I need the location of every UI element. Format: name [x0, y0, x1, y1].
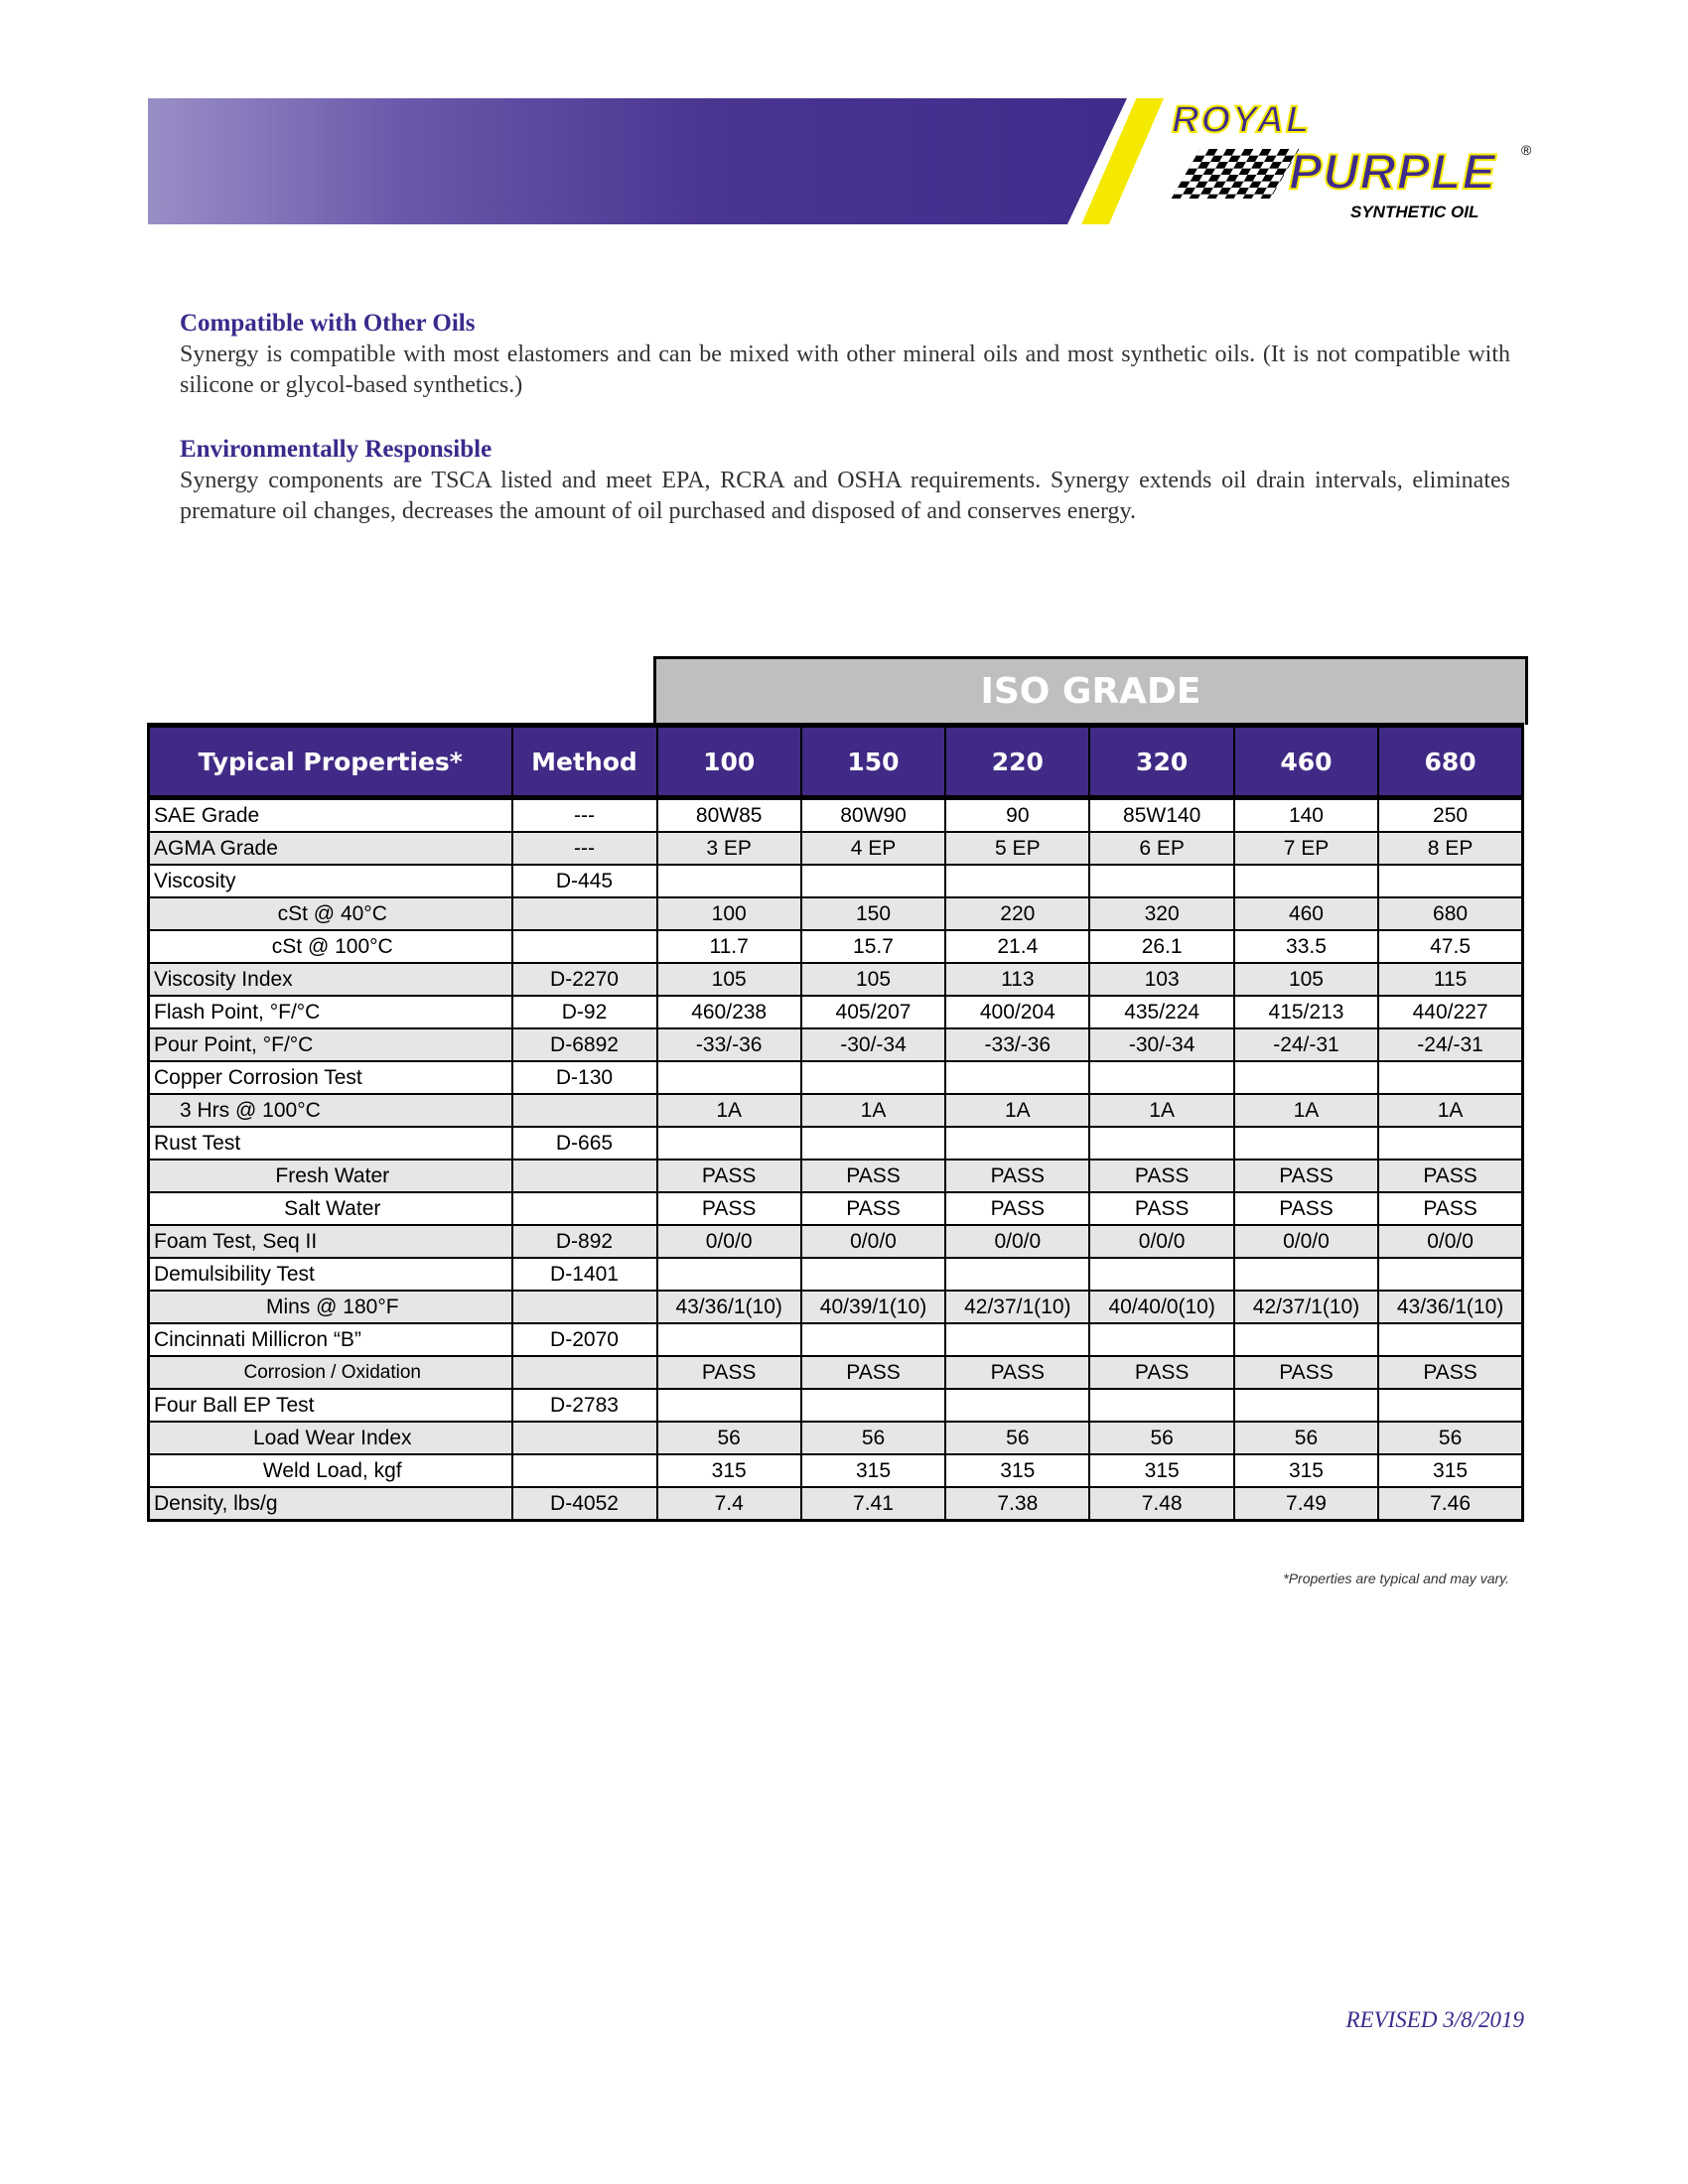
property-label: 3 Hrs @ 100°C — [149, 1094, 512, 1127]
value-cell: 405/207 — [801, 996, 945, 1028]
column-header: 100 — [657, 726, 801, 798]
property-label: SAE Grade — [149, 798, 512, 833]
table-row — [149, 865, 1523, 897]
value-cell — [1234, 1061, 1378, 1094]
value-cell: 250 — [1378, 798, 1522, 833]
value-cell: 0/0/0 — [945, 1225, 1089, 1258]
properties-table — [147, 723, 1524, 1522]
method-cell: D-2783 — [512, 1389, 657, 1422]
royal-purple-logo — [1172, 99, 1539, 230]
value-cell: 7.4 — [657, 1487, 801, 1521]
column-header: 460 — [1234, 726, 1378, 798]
method-cell: --- — [512, 832, 657, 865]
section-title: Environmentally Responsible — [180, 436, 492, 463]
value-cell: 7.48 — [1089, 1487, 1233, 1521]
value-cell — [801, 1061, 945, 1094]
table-row — [149, 1094, 1523, 1127]
method-cell — [512, 1454, 657, 1487]
value-cell — [657, 1127, 801, 1160]
value-cell — [801, 1127, 945, 1160]
value-cell: PASS — [1089, 1356, 1233, 1389]
value-cell: 6 EP — [1089, 832, 1233, 865]
value-cell: PASS — [657, 1192, 801, 1225]
value-cell: 42/37/1(10) — [1234, 1291, 1378, 1323]
value-cell: 42/37/1(10) — [945, 1291, 1089, 1323]
method-cell — [512, 1422, 657, 1454]
property-label: Four Ball EP Test — [149, 1389, 512, 1422]
value-cell: PASS — [945, 1160, 1089, 1192]
value-cell — [1378, 1389, 1522, 1422]
value-cell: 1A — [801, 1094, 945, 1127]
table-row — [149, 996, 1523, 1028]
method-cell: --- — [512, 798, 657, 833]
footnote: *Properties are typical and may vary. — [1283, 1570, 1509, 1586]
property-label: Cincinnati Millicron “B” — [149, 1323, 512, 1356]
method-cell — [512, 1291, 657, 1323]
value-cell: 1A — [1234, 1094, 1378, 1127]
value-cell: -24/-31 — [1234, 1028, 1378, 1061]
property-label: cSt @ 100°C — [149, 930, 512, 963]
value-cell: 150 — [801, 897, 945, 930]
table-row — [149, 1291, 1523, 1323]
property-label: Foam Test, Seq II — [149, 1225, 512, 1258]
value-cell: -30/-34 — [1089, 1028, 1233, 1061]
value-cell: 7.38 — [945, 1487, 1089, 1521]
value-cell: PASS — [1089, 1192, 1233, 1225]
table-row — [149, 1323, 1523, 1356]
table-row — [149, 1160, 1523, 1192]
value-cell — [945, 1258, 1089, 1291]
value-cell: 105 — [657, 963, 801, 996]
value-cell: 105 — [1234, 963, 1378, 996]
column-header: 680 — [1378, 726, 1522, 798]
table-row — [149, 1454, 1523, 1487]
value-cell: 220 — [945, 897, 1089, 930]
value-cell: 315 — [801, 1454, 945, 1487]
value-cell: 56 — [801, 1422, 945, 1454]
value-cell: 113 — [945, 963, 1089, 996]
property-label: Density, lbs/g — [149, 1487, 512, 1521]
value-cell: 0/0/0 — [657, 1225, 801, 1258]
property-label: Copper Corrosion Test — [149, 1061, 512, 1094]
value-cell: 8 EP — [1378, 832, 1522, 865]
section-body: Synergy is compatible with most elastomers and can be mixed with other mineral oils and most synthetic oils. (It is not compatible with silicone or glycol-based synthetics.) — [180, 341, 1510, 398]
value-cell: 320 — [1089, 897, 1233, 930]
value-cell: PASS — [801, 1192, 945, 1225]
property-label: Fresh Water — [149, 1160, 512, 1192]
column-header: 220 — [945, 726, 1089, 798]
value-cell: PASS — [1234, 1160, 1378, 1192]
value-cell: 7 EP — [1234, 832, 1378, 865]
value-cell — [1089, 1323, 1233, 1356]
value-cell — [801, 1258, 945, 1291]
header-banner — [148, 98, 1161, 224]
value-cell: 56 — [1378, 1422, 1522, 1454]
logo-tagline: SYNTHETIC OIL — [1350, 203, 1479, 221]
value-cell: 40/40/0(10) — [1089, 1291, 1233, 1323]
method-cell: D-892 — [512, 1225, 657, 1258]
section-body: Synergy components are TSCA listed and meet EPA, RCRA and OSHA requirements. Synergy extends oil drain intervals, eliminates premature oil changes, decreases the amount of oil purchased and disposed of and conserves energy. — [180, 468, 1510, 524]
value-cell: PASS — [1089, 1160, 1233, 1192]
section-compatible — [180, 310, 1510, 401]
method-cell: D-2070 — [512, 1323, 657, 1356]
value-cell: 43/36/1(10) — [1378, 1291, 1522, 1323]
value-cell: 7.46 — [1378, 1487, 1522, 1521]
table-row — [149, 1061, 1523, 1094]
property-label: Flash Point, °F/°C — [149, 996, 512, 1028]
table-row — [149, 1258, 1523, 1291]
table-row — [149, 1127, 1523, 1160]
value-cell — [1378, 865, 1522, 897]
method-cell: D-665 — [512, 1127, 657, 1160]
table-row — [149, 1192, 1523, 1225]
section-title: Compatible with Other Oils — [180, 310, 476, 337]
logo-royal: ROYAL — [1172, 99, 1312, 141]
value-cell — [657, 1258, 801, 1291]
table-row — [149, 963, 1523, 996]
value-cell: -33/-36 — [945, 1028, 1089, 1061]
table-row — [149, 1028, 1523, 1061]
value-cell: 47.5 — [1378, 930, 1522, 963]
value-cell — [1378, 1127, 1522, 1160]
method-cell: D-6892 — [512, 1028, 657, 1061]
value-cell: 56 — [945, 1422, 1089, 1454]
value-cell: 5 EP — [945, 832, 1089, 865]
property-label: Corrosion / Oxidation — [149, 1356, 512, 1389]
value-cell — [657, 1061, 801, 1094]
value-cell — [1089, 1389, 1233, 1422]
property-label: Viscosity — [149, 865, 512, 897]
method-cell: D-2270 — [512, 963, 657, 996]
method-cell: D-4052 — [512, 1487, 657, 1521]
value-cell: 56 — [657, 1422, 801, 1454]
checkered-flag-icon — [1172, 149, 1300, 199]
value-cell: 1A — [1089, 1094, 1233, 1127]
value-cell: 315 — [1234, 1454, 1378, 1487]
value-cell — [801, 1323, 945, 1356]
value-cell: -30/-34 — [801, 1028, 945, 1061]
value-cell: 435/224 — [1089, 996, 1233, 1028]
property-label: Load Wear Index — [149, 1422, 512, 1454]
table-row — [149, 1356, 1523, 1389]
logo-purple: PURPLE — [1289, 144, 1496, 200]
value-cell — [945, 1389, 1089, 1422]
value-cell: 460 — [1234, 897, 1378, 930]
value-cell: 315 — [1089, 1454, 1233, 1487]
value-cell — [1089, 1127, 1233, 1160]
table-row — [149, 897, 1523, 930]
value-cell: 21.4 — [945, 930, 1089, 963]
value-cell — [1378, 1323, 1522, 1356]
value-cell — [657, 1323, 801, 1356]
table-row — [149, 832, 1523, 865]
value-cell: 11.7 — [657, 930, 801, 963]
value-cell — [1089, 1258, 1233, 1291]
value-cell: 26.1 — [1089, 930, 1233, 963]
table-row — [149, 1389, 1523, 1422]
table-row — [149, 1422, 1523, 1454]
property-label: Weld Load, kgf — [149, 1454, 512, 1487]
value-cell: 103 — [1089, 963, 1233, 996]
value-cell — [801, 1389, 945, 1422]
value-cell — [1234, 1389, 1378, 1422]
section-environment — [180, 436, 1510, 527]
value-cell: 315 — [1378, 1454, 1522, 1487]
value-cell: 460/238 — [657, 996, 801, 1028]
iso-grade-header: ISO GRADE — [653, 656, 1528, 725]
value-cell — [1089, 1061, 1233, 1094]
value-cell — [1234, 1258, 1378, 1291]
value-cell — [1234, 865, 1378, 897]
column-header: 320 — [1089, 726, 1233, 798]
value-cell — [657, 865, 801, 897]
value-cell: 7.49 — [1234, 1487, 1378, 1521]
property-label: Pour Point, °F/°C — [149, 1028, 512, 1061]
property-label: cSt @ 40°C — [149, 897, 512, 930]
property-label: Demulsibility Test — [149, 1258, 512, 1291]
method-cell: D-92 — [512, 996, 657, 1028]
table-header-row — [149, 726, 1523, 798]
value-cell — [657, 1389, 801, 1422]
value-cell — [1378, 1061, 1522, 1094]
value-cell: 85W140 — [1089, 798, 1233, 833]
method-cell — [512, 930, 657, 963]
value-cell — [1234, 1127, 1378, 1160]
value-cell: PASS — [1378, 1160, 1522, 1192]
value-cell: -24/-31 — [1378, 1028, 1522, 1061]
value-cell: 56 — [1089, 1422, 1233, 1454]
table-row — [149, 930, 1523, 963]
value-cell: 315 — [657, 1454, 801, 1487]
value-cell: PASS — [657, 1160, 801, 1192]
value-cell: -33/-36 — [657, 1028, 801, 1061]
value-cell: PASS — [801, 1356, 945, 1389]
value-cell: PASS — [945, 1192, 1089, 1225]
value-cell: PASS — [1378, 1192, 1522, 1225]
revised-date: REVISED 3/8/2019 — [1345, 2007, 1524, 2032]
logo-registered: ® — [1521, 142, 1532, 158]
value-cell: PASS — [1234, 1192, 1378, 1225]
value-cell: 415/213 — [1234, 996, 1378, 1028]
property-label: AGMA Grade — [149, 832, 512, 865]
value-cell: PASS — [1378, 1356, 1522, 1389]
value-cell: 1A — [657, 1094, 801, 1127]
value-cell: 0/0/0 — [801, 1225, 945, 1258]
value-cell: 15.7 — [801, 930, 945, 963]
value-cell — [945, 1127, 1089, 1160]
value-cell: 0/0/0 — [1378, 1225, 1522, 1258]
value-cell: 105 — [801, 963, 945, 996]
value-cell: 33.5 — [1234, 930, 1378, 963]
value-cell — [801, 865, 945, 897]
value-cell: PASS — [945, 1356, 1089, 1389]
column-header: 150 — [801, 726, 945, 798]
value-cell: 115 — [1378, 963, 1522, 996]
value-cell: 680 — [1378, 897, 1522, 930]
value-cell — [945, 865, 1089, 897]
value-cell: 4 EP — [801, 832, 945, 865]
value-cell: 315 — [945, 1454, 1089, 1487]
value-cell — [945, 1061, 1089, 1094]
method-cell — [512, 1160, 657, 1192]
value-cell: 400/204 — [945, 996, 1089, 1028]
value-cell: 90 — [945, 798, 1089, 833]
column-header: Typical Properties* — [149, 726, 512, 798]
value-cell: 56 — [1234, 1422, 1378, 1454]
method-cell — [512, 897, 657, 930]
property-label: Rust Test — [149, 1127, 512, 1160]
value-cell — [1089, 865, 1233, 897]
value-cell: 0/0/0 — [1089, 1225, 1233, 1258]
value-cell: 43/36/1(10) — [657, 1291, 801, 1323]
value-cell: PASS — [801, 1160, 945, 1192]
value-cell: PASS — [657, 1356, 801, 1389]
value-cell: 0/0/0 — [1234, 1225, 1378, 1258]
value-cell: PASS — [1234, 1356, 1378, 1389]
value-cell: 140 — [1234, 798, 1378, 833]
value-cell: 3 EP — [657, 832, 801, 865]
value-cell: 1A — [1378, 1094, 1522, 1127]
value-cell: 100 — [657, 897, 801, 930]
value-cell — [945, 1323, 1089, 1356]
value-cell: 1A — [945, 1094, 1089, 1127]
property-label: Salt Water — [149, 1192, 512, 1225]
method-cell — [512, 1192, 657, 1225]
value-cell: 440/227 — [1378, 996, 1522, 1028]
value-cell: 80W90 — [801, 798, 945, 833]
column-header: Method — [512, 726, 657, 798]
value-cell: 80W85 — [657, 798, 801, 833]
method-cell — [512, 1356, 657, 1389]
value-cell: 7.41 — [801, 1487, 945, 1521]
value-cell — [1378, 1258, 1522, 1291]
method-cell — [512, 1094, 657, 1127]
value-cell — [1234, 1323, 1378, 1356]
method-cell: D-130 — [512, 1061, 657, 1094]
table-row — [149, 1225, 1523, 1258]
table-row — [149, 1487, 1523, 1521]
property-label: Mins @ 180°F — [149, 1291, 512, 1323]
method-cell: D-1401 — [512, 1258, 657, 1291]
value-cell: 40/39/1(10) — [801, 1291, 945, 1323]
property-label: Viscosity Index — [149, 963, 512, 996]
method-cell: D-445 — [512, 865, 657, 897]
table-row — [149, 798, 1523, 833]
